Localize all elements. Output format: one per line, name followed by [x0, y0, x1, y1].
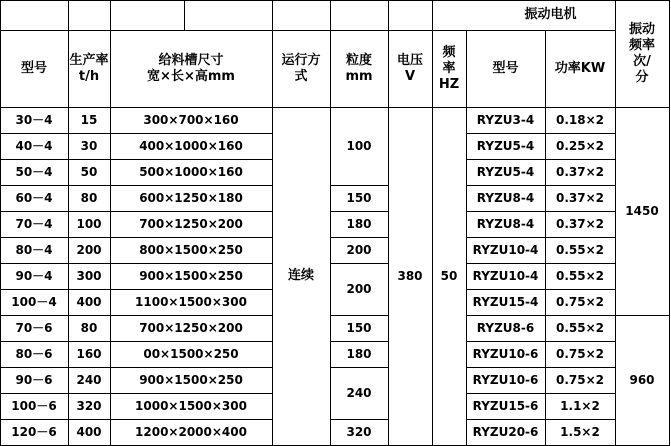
header-divider	[0, 107, 670, 108]
row-power: 0.37×2	[555, 216, 604, 231]
grid-line	[330, 419, 389, 420]
row-motor-model: RYZU10-6	[472, 372, 539, 387]
grid-line	[0, 185, 273, 186]
row-motor-model: RYZU5-4	[476, 138, 535, 153]
row-trough-size: 900×1500×250	[139, 372, 243, 387]
grid-line	[0, 393, 273, 394]
header-divider	[0, 30, 616, 31]
row-motor-model: RYZU8-4	[476, 190, 535, 205]
header-granularity: 粒度 mm	[345, 52, 373, 84]
grid-line	[466, 133, 616, 134]
grid-line	[466, 30, 467, 446]
row-motor-model: RYZU5-4	[476, 164, 535, 179]
row-trough-size: 1200×2000×400	[135, 424, 247, 439]
grid-line	[466, 341, 616, 342]
voltage-cell: 380	[397, 268, 423, 283]
row-power: 0.18×2	[555, 112, 604, 127]
grid-line	[330, 237, 389, 238]
grid-line	[330, 315, 389, 316]
row-model: 60－4	[15, 190, 53, 205]
grid-line	[545, 30, 546, 446]
row-model: 120－6	[11, 424, 57, 439]
grid-line	[0, 367, 273, 368]
header-power: 功率KW	[554, 60, 606, 76]
frequency-cell: 50	[440, 268, 458, 283]
row-capacity: 50	[80, 164, 98, 179]
row-power: 0.55×2	[555, 242, 604, 257]
row-trough-size: 00×1500×250	[143, 346, 239, 361]
grid-line	[466, 367, 616, 368]
row-motor-model: RYZU10-4	[472, 268, 539, 283]
row-capacity: 240	[76, 372, 102, 387]
header-voltage: 电压 V	[396, 52, 423, 84]
granularity-cell: 150	[346, 190, 372, 205]
grid-line	[466, 289, 616, 290]
row-power: 0.37×2	[555, 164, 604, 179]
grid-line	[0, 133, 273, 134]
grid-line	[466, 263, 616, 264]
row-motor-model: RYZU20-6	[472, 424, 539, 439]
row-capacity: 400	[76, 294, 102, 309]
row-model: 80－6	[15, 346, 53, 361]
row-trough-size: 600×1250×180	[139, 190, 243, 205]
grid-line	[466, 419, 616, 420]
row-capacity: 300	[76, 268, 102, 283]
header-mode: 运行方 式	[281, 52, 321, 84]
row-model: 80－4	[15, 242, 53, 257]
grid-line	[330, 367, 389, 368]
row-power: 0.55×2	[555, 320, 604, 335]
grid-line	[0, 211, 273, 212]
row-trough-size: 900×1500×250	[139, 268, 243, 283]
row-power: 0.37×2	[555, 190, 604, 205]
header-frequency: 频 率 HZ	[438, 44, 460, 92]
row-motor-model: RYZU8-4	[476, 216, 535, 231]
header-motor-group: 振动电机	[524, 7, 577, 22]
row-model: 70－4	[15, 216, 53, 231]
row-capacity: 30	[80, 138, 98, 153]
row-model: 70－6	[15, 320, 53, 335]
run-mode-cell: 连续	[287, 268, 314, 283]
row-power: 1.1×2	[560, 398, 600, 413]
row-power: 1.5×2	[560, 424, 600, 439]
grid-line	[330, 263, 389, 264]
header-capacity: 生产率 t/h	[69, 52, 109, 84]
row-trough-size: 800×1500×250	[139, 242, 243, 257]
grid-line	[466, 159, 616, 160]
grid-line	[330, 185, 389, 186]
row-trough-size: 300×700×160	[143, 112, 239, 127]
row-capacity: 80	[80, 320, 98, 335]
table-border	[0, 0, 1, 446]
granularity-cell: 180	[346, 346, 372, 361]
row-model: 50－4	[15, 164, 53, 179]
row-capacity: 160	[76, 346, 102, 361]
row-model: 30－4	[15, 112, 53, 127]
grid-line	[0, 159, 273, 160]
grid-line	[110, 0, 111, 446]
granularity-cell: 200	[346, 242, 372, 257]
row-power: 0.55×2	[555, 268, 604, 283]
row-capacity: 100	[76, 216, 102, 231]
grid-line	[615, 0, 616, 446]
row-power: 0.75×2	[555, 346, 604, 361]
grid-line	[0, 419, 273, 420]
grid-line	[466, 211, 616, 212]
row-power: 0.75×2	[555, 372, 604, 387]
row-model: 40－4	[15, 138, 53, 153]
row-motor-model: RYZU15-4	[472, 294, 539, 309]
grid-line	[0, 263, 273, 264]
grid-line	[615, 315, 670, 316]
row-capacity: 15	[80, 112, 98, 127]
row-trough-size: 1000×1500×300	[135, 398, 247, 413]
row-model: 100－6	[11, 398, 57, 413]
row-model: 100－4	[11, 294, 57, 309]
row-model: 90－6	[15, 372, 53, 387]
row-trough-size: 1100×1500×300	[135, 294, 247, 309]
row-power: 0.25×2	[555, 138, 604, 153]
row-motor-model: RYZU10-6	[472, 346, 539, 361]
row-trough-size: 700×1250×200	[139, 320, 243, 335]
grid-line	[388, 0, 389, 446]
row-trough-size: 500×1000×160	[139, 164, 243, 179]
row-trough-size: 400×1000×160	[139, 138, 243, 153]
granularity-cell: 150	[346, 320, 372, 335]
row-capacity: 200	[76, 242, 102, 257]
header-model: 型号	[20, 60, 47, 76]
grid-line	[0, 341, 273, 342]
table-border	[669, 0, 670, 446]
grid-line	[0, 315, 273, 316]
row-power: 0.75×2	[555, 294, 604, 309]
row-capacity: 400	[76, 424, 102, 439]
row-motor-model: RYZU10-4	[472, 242, 539, 257]
row-model: 90－4	[15, 268, 53, 283]
grid-line	[466, 393, 616, 394]
row-motor-model: RYZU3-4	[476, 112, 535, 127]
granularity-cell: 320	[346, 424, 372, 439]
vibration-frequency-cell: 960	[629, 372, 655, 387]
grid-line	[466, 237, 616, 238]
header-trough-size: 给料槽尺寸 宽×长×高mm	[147, 52, 235, 84]
granularity-cell: 180	[346, 216, 372, 231]
header-vibration-frequency: 振动 频率 次/ 分	[628, 21, 655, 85]
grid-line	[330, 0, 331, 446]
vibration-frequency-cell: 1450	[625, 203, 659, 218]
row-motor-model: RYZU15-6	[472, 398, 539, 413]
grid-line	[466, 315, 616, 316]
grid-line	[272, 0, 273, 446]
header-motor-model: 型号	[492, 60, 519, 76]
granularity-cell: 240	[346, 385, 372, 400]
row-trough-size: 700×1250×200	[139, 216, 243, 231]
table-border	[0, 0, 670, 1]
grid-line	[0, 289, 273, 290]
grid-line	[330, 211, 389, 212]
grid-line	[0, 237, 273, 238]
row-capacity: 80	[80, 190, 98, 205]
granularity-cell: 100	[346, 138, 372, 153]
row-capacity: 320	[76, 398, 102, 413]
granularity-cell: 200	[346, 281, 372, 296]
grid-line	[432, 0, 433, 446]
row-motor-model: RYZU8-6	[476, 320, 535, 335]
grid-line	[466, 185, 616, 186]
grid-line	[184, 0, 185, 31]
grid-line	[330, 341, 389, 342]
grid-line	[68, 0, 69, 446]
